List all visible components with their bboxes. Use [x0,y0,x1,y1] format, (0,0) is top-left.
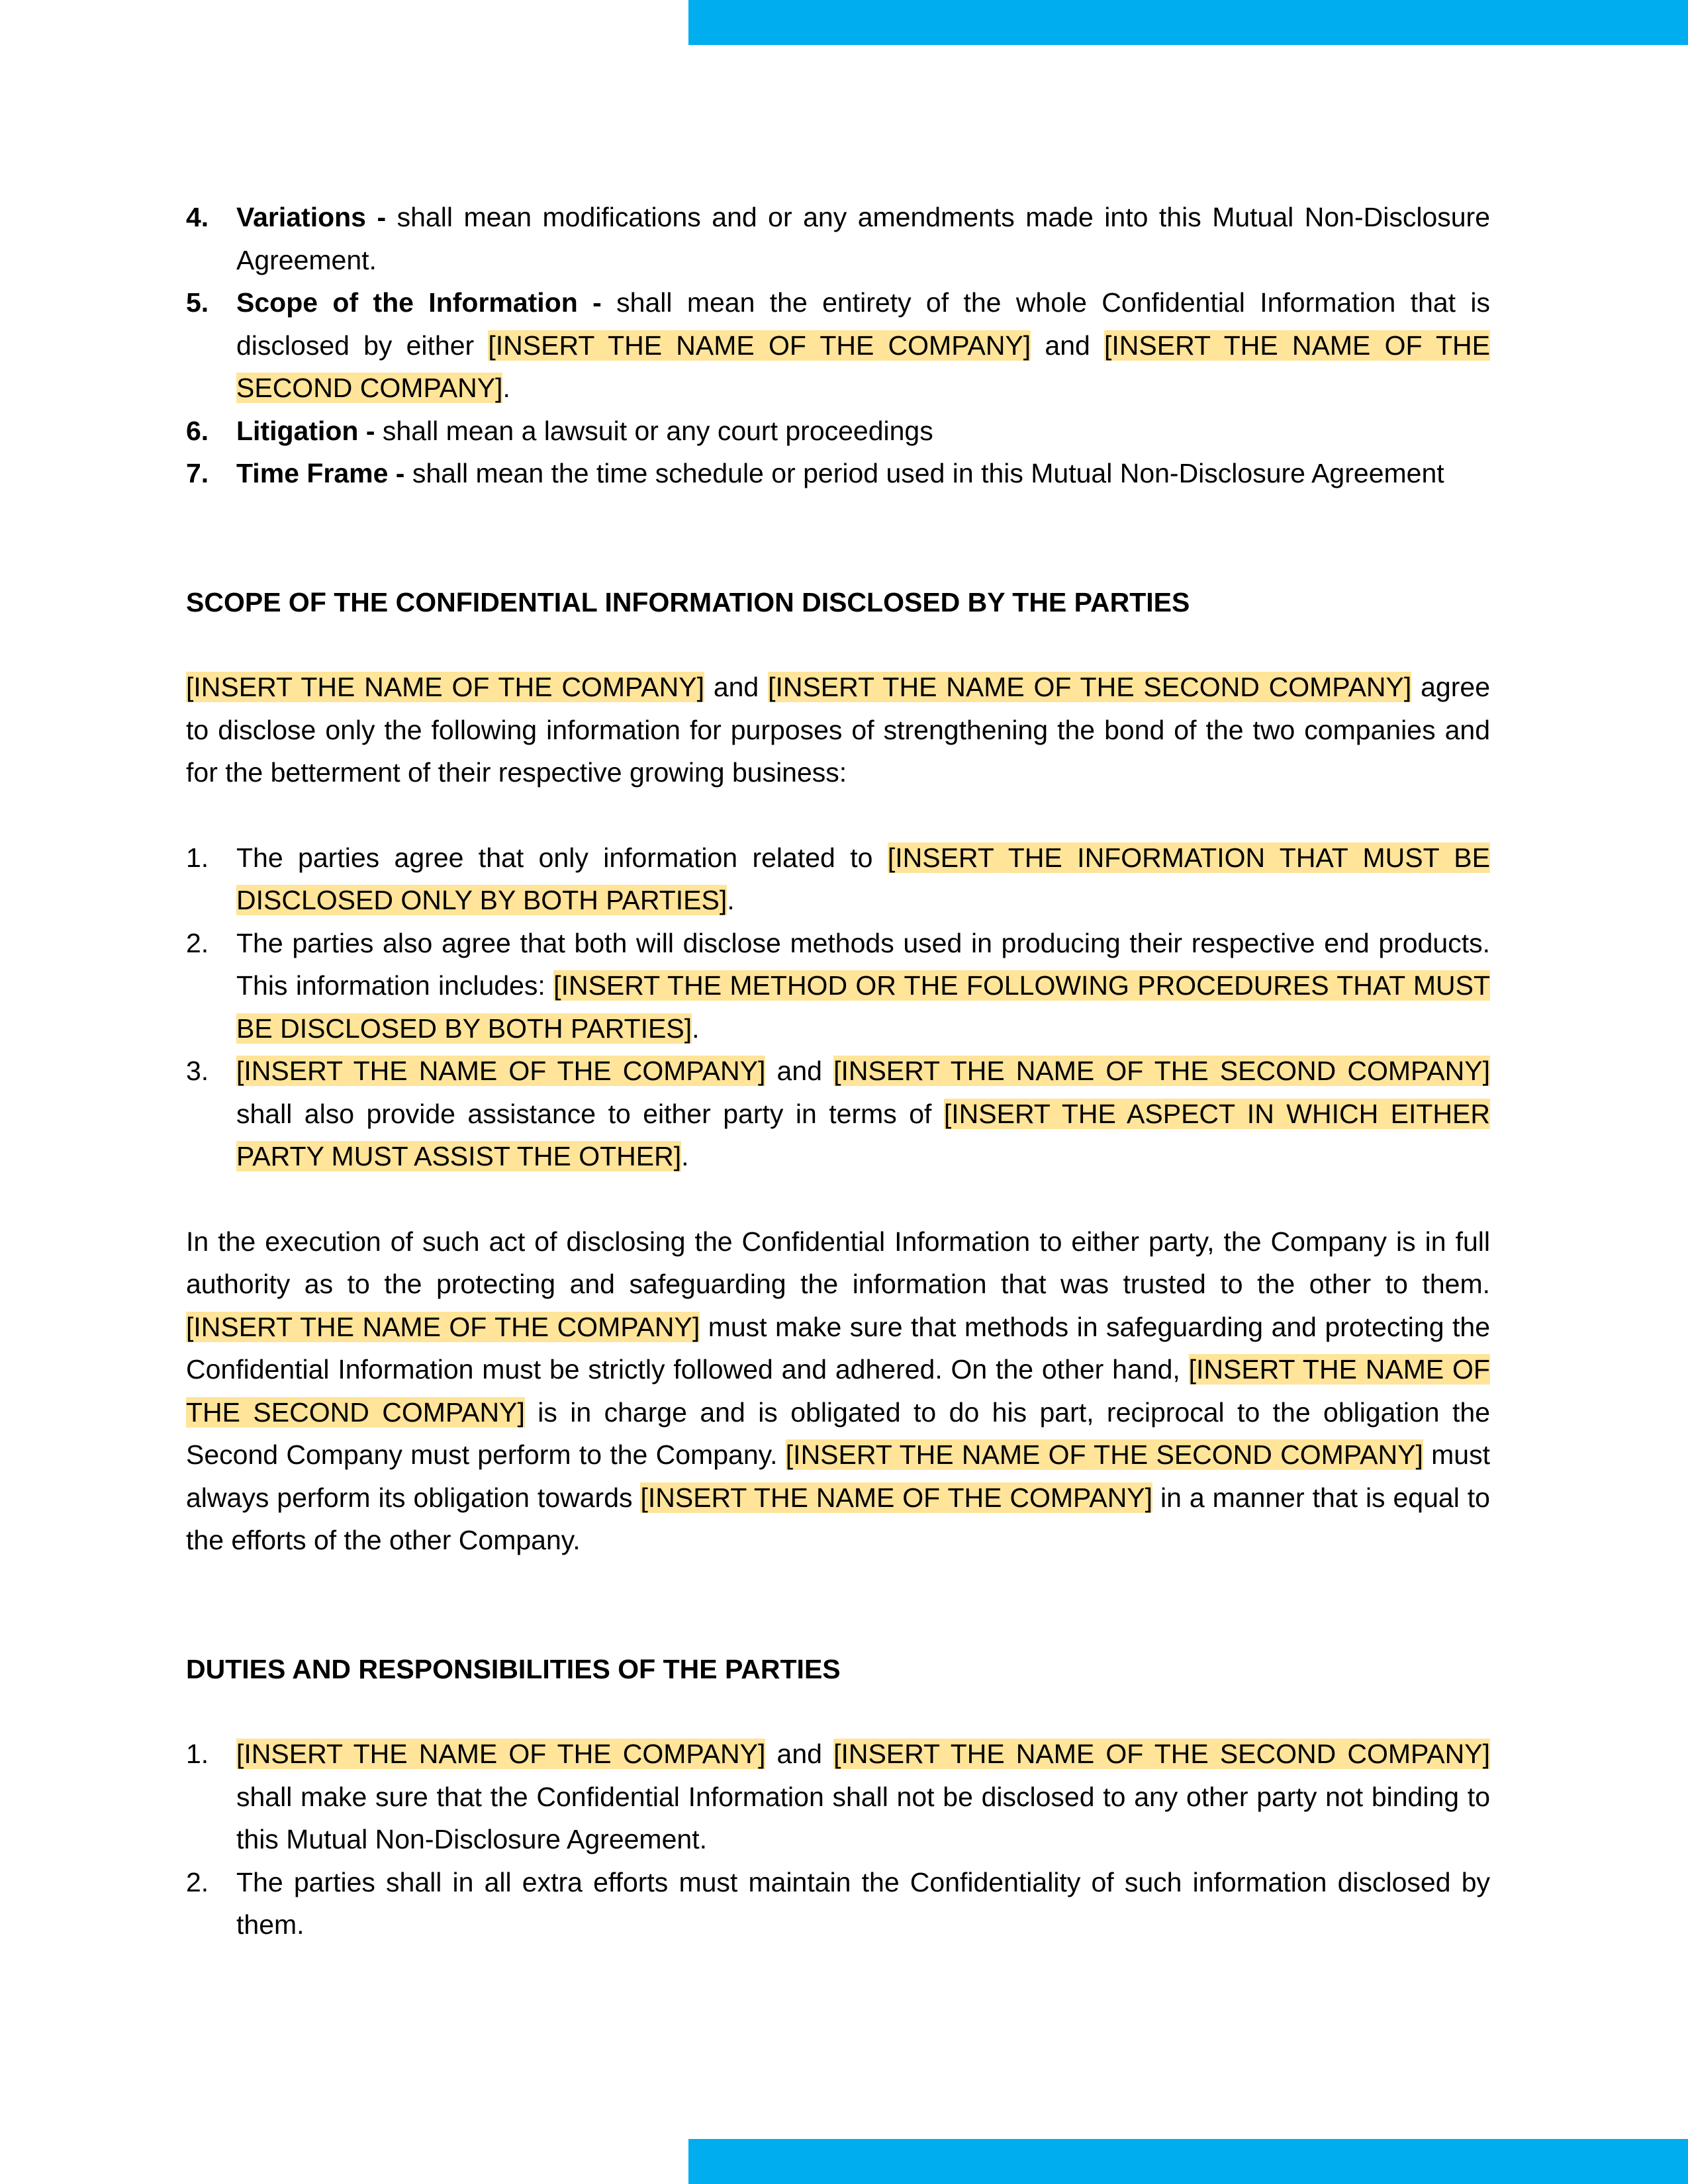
punctuation: . [727,885,735,915]
definition-term: Time Frame - [236,458,405,488]
scope-intro [186,666,1490,794]
list-item [186,1861,1490,1946]
paragraph-text: is in charge and is obligated to do his part, reciprocal to the obligation the Second Company must perform to the Company. [186,1396,1490,1470]
definition-text: shall mean the time schedule or period used in this Mutual Non-Disclosure Agreement [404,458,1444,488]
header-accent-bar [688,0,1688,45]
placeholder-field[interactable]: [INSERT THE NAME OF THE SECOND COMPANY] [833,1739,1490,1769]
list-item [186,1050,1490,1178]
item-text: The parties agree that only information related to [236,842,888,873]
placeholder-field[interactable]: [INSERT THE NAME OF THE COMPANY] [640,1482,1153,1513]
document-page [186,196,1490,1946]
scope-heading: SCOPE OF THE CONFIDENTIAL INFORMATION DISCLOSED BY THE PARTIES [186,586,1190,617]
placeholder-field[interactable]: [INSERT THE NAME OF THE SECOND COMPANY] [768,672,1412,702]
duties-list [186,1733,1490,1946]
definition-term: Scope of the Information - [236,287,602,318]
definition-item [186,196,1490,281]
paragraph-text: must make sure that methods in safeguarding and protecting the Confidential Information must be strictly followed and adhered. On the other hand, [186,1311,1490,1385]
definition-term: Variations - [236,202,387,232]
placeholder-field[interactable]: [INSERT THE NAME OF THE COMPANY] [186,1311,700,1342]
placeholder-field[interactable]: [INSERT THE NAME OF THE COMPANY] [186,672,704,702]
placeholder-field[interactable]: [INSERT THE ASPECT IN WHICH EITHER PARTY MUST ASSIST THE OTHER] [236,1098,1490,1171]
placeholder-field[interactable]: [INSERT THE NAME OF THE SECOND COMPANY] [833,1056,1490,1086]
item-number: 2. [186,927,209,958]
intro-text: agree to disclose only the following information for purposes of strengthening the bond of the two companies and for the betterment of their respective growing business: [186,672,1490,788]
item-number: 7. [186,458,209,488]
placeholder-field[interactable]: [INSERT THE NAME OF THE SECOND COMPANY] [785,1439,1423,1470]
placeholder-field[interactable]: [INSERT THE NAME OF THE COMPANY] [236,1056,766,1086]
item-text: The parties also agree that both will disclose methods used in producing their respective end products. This information includes: [236,927,1490,1001]
connector-text: and [704,672,769,702]
definition-text: shall mean a lawsuit or any court proceedings [375,415,933,446]
list-item [186,837,1490,922]
punctuation: . [502,373,510,403]
item-text: shall make sure that the Confidential Information shall not be disclosed to any other party not binding to this Mutual Non-Disclosure Agreement. [236,1781,1490,1854]
definition-item [186,281,1490,410]
scope-list [186,837,1490,1178]
definition-text: shall mean the entirety of the whole Confidential Information that is disclosed by either [236,287,1491,361]
definition-text: shall mean modifications and or any amendments made into this Mutual Non-Disclosure Agreement. [236,202,1491,275]
item-number: 3. [186,1056,209,1086]
punctuation: . [692,1013,700,1044]
list-item [186,1733,1490,1861]
connector-text: and [765,1056,834,1086]
definitions-list [186,196,1490,495]
item-text: The parties shall in all extra efforts must maintain the Confidentiality of such information disclosed by them. [236,1866,1490,1940]
punctuation: . [681,1141,689,1171]
paragraph-text: must always perform its obligation towards [186,1439,1490,1513]
placeholder-field[interactable]: [INSERT THE NAME OF THE COMPANY] [236,1739,766,1769]
paragraph-text: in a manner that is equal to the efforts of the other Company. [186,1482,1490,1555]
placeholder-field[interactable]: [INSERT THE NAME OF THE SECOND COMPANY] [186,1354,1490,1428]
definition-item [186,410,1490,453]
placeholder-field[interactable]: [INSERT THE NAME OF THE SECOND COMPANY] [236,330,1490,403]
item-number: 6. [186,415,209,446]
placeholder-field[interactable]: [INSERT THE METHOD OR THE FOLLOWING PROCEDURES THAT MUST BE DISCLOSED BY BOTH PARTIES] [236,970,1490,1044]
item-number: 1. [186,1739,209,1769]
placeholder-field[interactable]: [INSERT THE NAME OF THE COMPANY] [488,330,1031,361]
paragraph-text: In the execution of such act of disclosing the Confidential Information to either party, the Company is in full authority as to the protecting and safeguarding the information that was trusted to the other to them. [186,1226,1490,1299]
item-number: 2. [186,1866,209,1897]
duties-heading: DUTIES AND RESPONSIBILITIES OF THE PARTIES [186,1653,841,1684]
connector-text: and [765,1739,834,1769]
connector-text: and [1031,330,1105,361]
scope-paragraph [186,1220,1490,1562]
definition-item [186,452,1490,495]
item-number: 4. [186,202,209,232]
item-text: shall also provide assistance to either party in terms of [236,1098,944,1129]
item-number: 1. [186,842,209,873]
item-number: 5. [186,287,209,318]
footer-accent-bar [688,2139,1688,2184]
placeholder-field[interactable]: [INSERT THE INFORMATION THAT MUST BE DISCLOSED ONLY BY BOTH PARTIES] [236,842,1490,915]
definition-term: Litigation - [236,415,375,446]
list-item [186,922,1490,1050]
